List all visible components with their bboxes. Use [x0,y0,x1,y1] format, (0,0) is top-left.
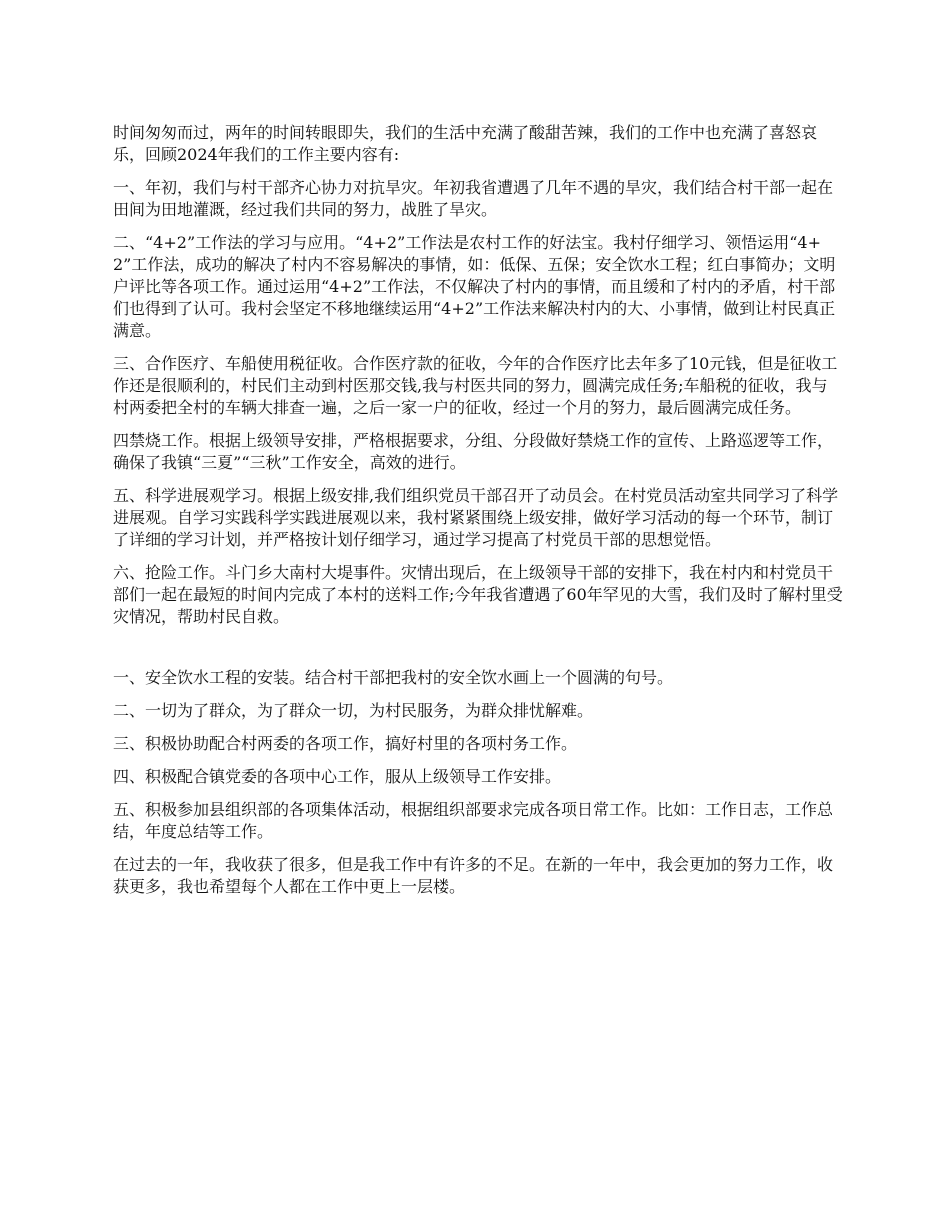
item-drought-paragraph: 一、年初，我们与村干部齐心协力对抗旱灾。年初我省遭遇了几年不遇的旱灾，我们结合村干部一起在田间为田地灌溉，经过我们共同的努力，战胜了旱灾。 [113,178,834,219]
item-rescue-paragraph: 六、抢险工作。斗门乡大南村大堤事件。灾情出现后，在上级领导干部的安排下，我在村内和村党员干部们一起在最短的时间内完成了本村的送料工作;今年我省遭遇了60年罕见的大雪，我们及时了解村里受灾情况，帮助村民自救。 [113,563,843,626]
item-4plus2-paragraph: 二、“4+2”工作法的学习与应用。“4+2”工作法是农村工作的好法宝。我村仔细学习、领悟运用“4+2”工作法，成功的解决了村内不容易解决的事情，如：低保、五保；安全饮水工程；红白事简办；文明户评比等各项工作。通过运用“4+2”工作法，不仅解决了村内的事情，而且缓和了村内的矛盾，村干部们也得到了认可。我村会坚定不移地继续运用“4+2”工作法来解决村内的大、小事情，做到让村民真正满意。 [113,233,836,340]
item-medical-tax-paragraph: 三、合作医疗、车船使用税征收。合作医疗款的征收，今年的合作医疗比去年多了10元钱，但是征收工作还是很顺利的，村民们主动到村医那交钱,我与村医共同的努力，圆满完成任务;车船税的征收，我与村两委把全村的车辆大排查一遍，之后一家一户的征收，经过一个月的努力，最后圆满完成任务。 [113,354,838,417]
item-burning-ban-paragraph: 四禁烧工作。根据上级领导安排，严格根据要求，分组、分段做好禁烧工作的宣传、上路巡逻等工作，确保了我镇“三夏”“三秋”工作安全，高效的进行。 [113,431,834,472]
plan-water-paragraph: 一、安全饮水工程的安装。结合村干部把我村的安全饮水画上一个圆满的句号。 [113,668,674,687]
document-body [113,122,843,909]
plan-village-paragraph: 三、积极协助配合村两委的各项工作，搞好村里的各项村务工作。 [113,734,578,753]
section-gap [113,639,843,667]
plan-county-paragraph: 五、积极参加县组织部的各项集体活动，根据组织部要求完成各项日常工作。比如：工作日志，工作总结，年度总结等工作。 [113,800,834,841]
conclusion-paragraph: 在过去的一年，我收获了很多，但是我工作中有许多的不足。在新的一年中，我会更加的努力工作，收获更多，我也希望每个人都在工作中更上一层楼。 [113,855,834,896]
plan-masses-paragraph: 二、一切为了群众，为了群众一切，为村民服务，为群众排忧解难。 [113,701,594,720]
plan-party-paragraph: 四、积极配合镇党委的各项中心工作，服从上级领导工作安排。 [113,767,562,786]
intro-paragraph: 时间匆匆而过，两年的时间转眼即失，我们的生活中充满了酸甜苦辣，我们的工作中也充满了喜怒哀乐，回顾2024年我们的工作主要内容有: [113,123,818,164]
item-science-study-paragraph: 五、科学进展观学习。根据上级安排,我们组织党员干部召开了动员会。在村党员活动室共同学习了科学进展观。自学习实践科学实践进展观以来，我村紧紧围绕上级安排，做好学习活动的每一个环节，制订了详细的学习计划，并严格按计划仔细学习，通过学习提高了村党员干部的思想觉悟。 [113,486,839,549]
